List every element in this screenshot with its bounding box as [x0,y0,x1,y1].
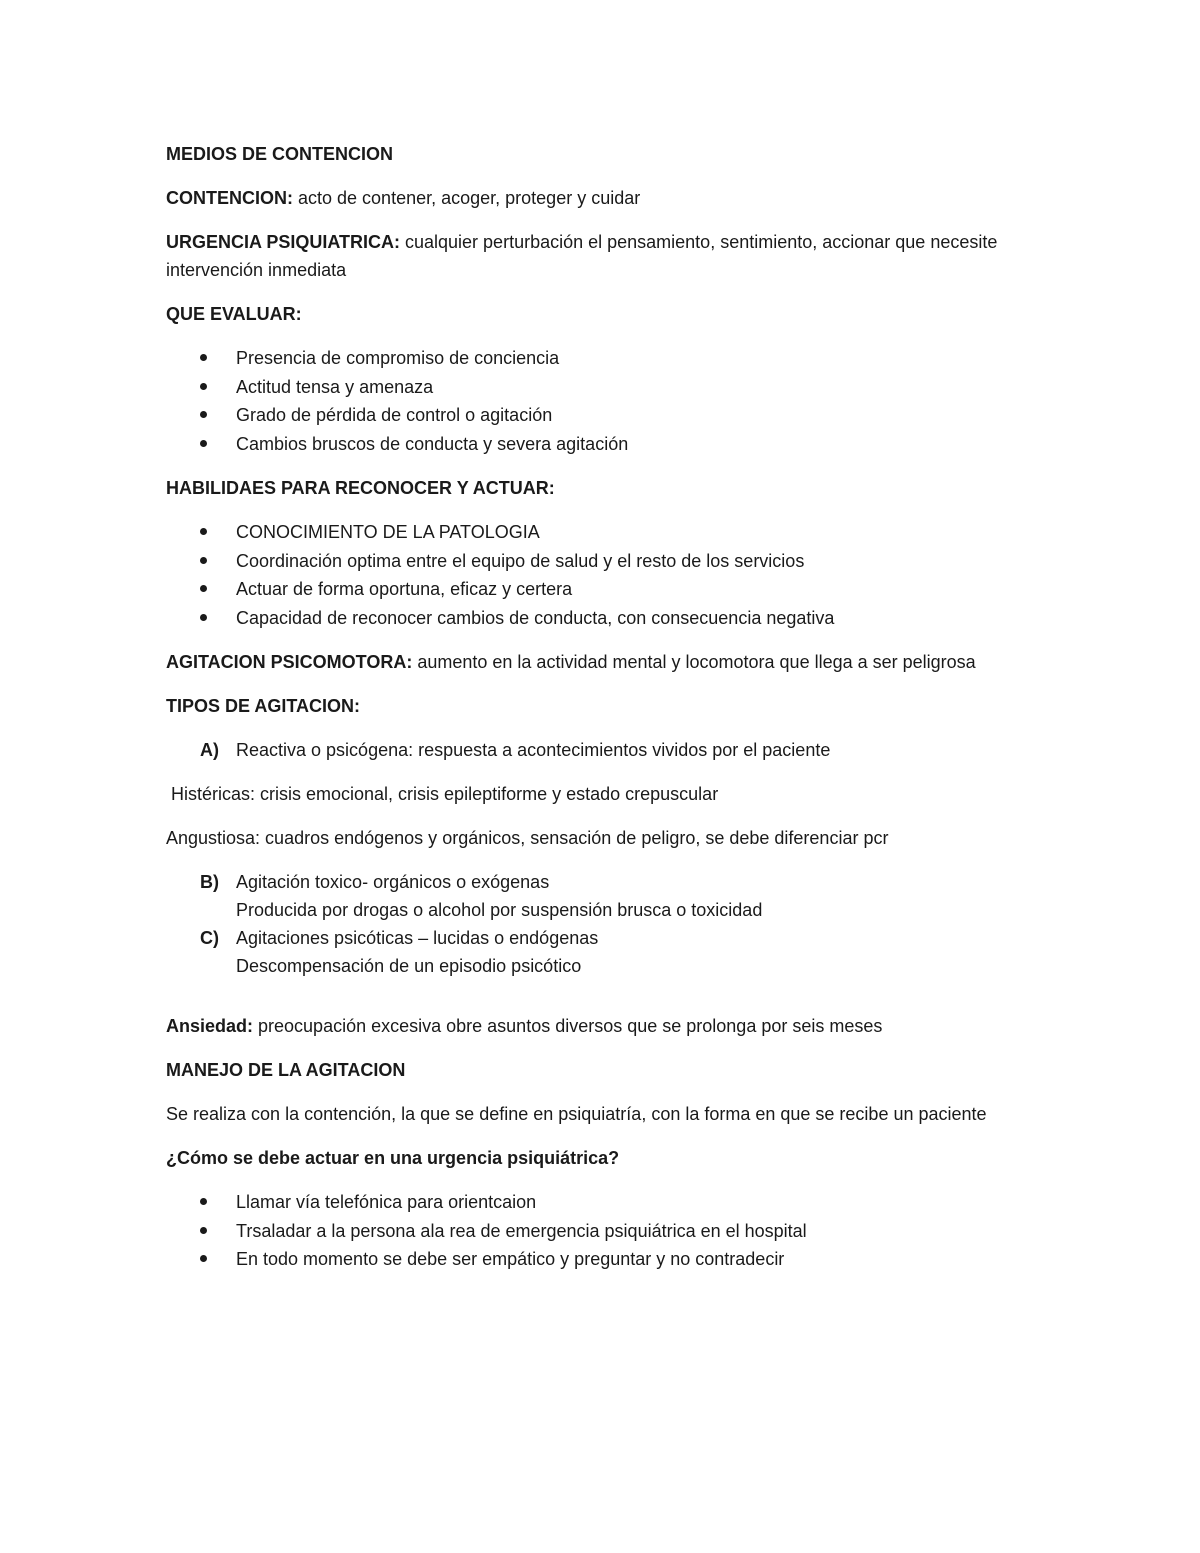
contencion-text: acto de contener, acoger, proteger y cuidar [293,188,641,208]
ansiedad-definition [166,1012,1026,1040]
bullet-icon [200,411,207,418]
document-page [166,140,1026,1290]
como-actuar-heading: ¿Cómo se debe actuar en una urgencia psiquiátrica? [166,1148,620,1168]
bullet-icon [200,1227,207,1234]
histericas-text: Histéricas: crisis emocional, crisis epileptiforme y estado crepuscular [166,784,719,804]
list-item: En todo momento se debe ser empático y preguntar y no contradecir [166,1245,1026,1274]
spacer [166,996,1026,1012]
habilidades-heading: HABILIDAES PARA RECONOCER Y ACTUAR: [166,478,555,498]
como-actuar-list [166,1188,1026,1274]
list-item: CONOCIMIENTO DE LA PATOLOGIA [166,518,1026,547]
bullet-icon [200,528,207,535]
bullet-icon [200,383,207,390]
bullet-icon [200,557,207,564]
list-item: Trsaladar a la persona ala rea de emergencia psiquiátrica en el hospital [166,1217,1026,1246]
tipo-c [166,924,1026,980]
list-item: Cambios bruscos de conducta y severa agitación [166,430,1026,459]
tipo-c-line1: Agitaciones psicóticas – lucidas o endógenas [236,928,599,948]
tipo-c-letter: C) [200,928,219,948]
list-item: Capacidad de reconocer cambios de conducta, con consecuencia negativa [166,604,1026,633]
que-evaluar-heading: QUE EVALUAR: [166,304,302,324]
urgencia-definition [166,228,1026,284]
contencion-definition [166,184,1026,212]
tipo-b [166,868,1026,924]
urgencia-text: cualquier perturbación el pensamiento, sentimiento, accionar que necesite intervención inmediata [166,232,998,280]
bullet-icon [200,440,207,447]
agitacion-psicomotora-text: aumento en la actividad mental y locomotora que llega a ser peligrosa [412,652,976,672]
tipo-a [166,736,1026,764]
tipo-b-line1: Agitación toxico- orgánicos o exógenas [236,872,550,892]
list-item: Grado de pérdida de control o agitación [166,401,1026,430]
list-item: Actitud tensa y amenaza [166,373,1026,402]
bullet-icon [200,614,207,621]
agitacion-psicomotora-definition [166,648,1026,676]
tipos-heading: TIPOS DE AGITACION: [166,696,361,716]
bullet-icon [200,1198,207,1205]
agitacion-psicomotora-term: AGITACION PSICOMOTORA: [166,652,413,672]
que-evaluar-list [166,344,1026,458]
tipo-b-line2: Producida por drogas o alcohol por suspensión brusca o toxicidad [236,900,763,920]
bullet-icon [200,585,207,592]
manejo-heading: MANEJO DE LA AGITACION [166,1060,406,1080]
bullet-icon [200,1255,207,1262]
tipo-a-text: Reactiva o psicógena: respuesta a acontecimientos vividos por el paciente [236,740,831,760]
list-item: Llamar vía telefónica para orientcaion [166,1188,1026,1217]
document-title: MEDIOS DE CONTENCION [166,144,394,164]
list-item: Presencia de compromiso de conciencia [166,344,1026,373]
tipo-a-letter: A) [200,740,219,760]
manejo-text: Se realiza con la contención, la que se define en psiquiatría, con la forma en que se recibe un paciente [166,1104,987,1124]
ansiedad-text: preocupación excesiva obre asuntos diversos que se prolonga por seis meses [253,1016,883,1036]
bullet-icon [200,354,207,361]
list-item: Coordinación optima entre el equipo de salud y el resto de los servicios [166,547,1026,576]
tipo-b-letter: B) [200,872,219,892]
angustiosa-text: Angustiosa: cuadros endógenos y orgánicos, sensación de peligro, se debe diferenciar pcr [166,828,889,848]
list-item: Actuar de forma oportuna, eficaz y certera [166,575,1026,604]
ansiedad-term: Ansiedad: [166,1016,254,1036]
contencion-term: CONTENCION: [166,188,293,208]
habilidades-list [166,518,1026,632]
tipo-c-line2: Descompensación de un episodio psicótico [236,956,582,976]
urgencia-term: URGENCIA PSIQUIATRICA: [166,232,400,252]
